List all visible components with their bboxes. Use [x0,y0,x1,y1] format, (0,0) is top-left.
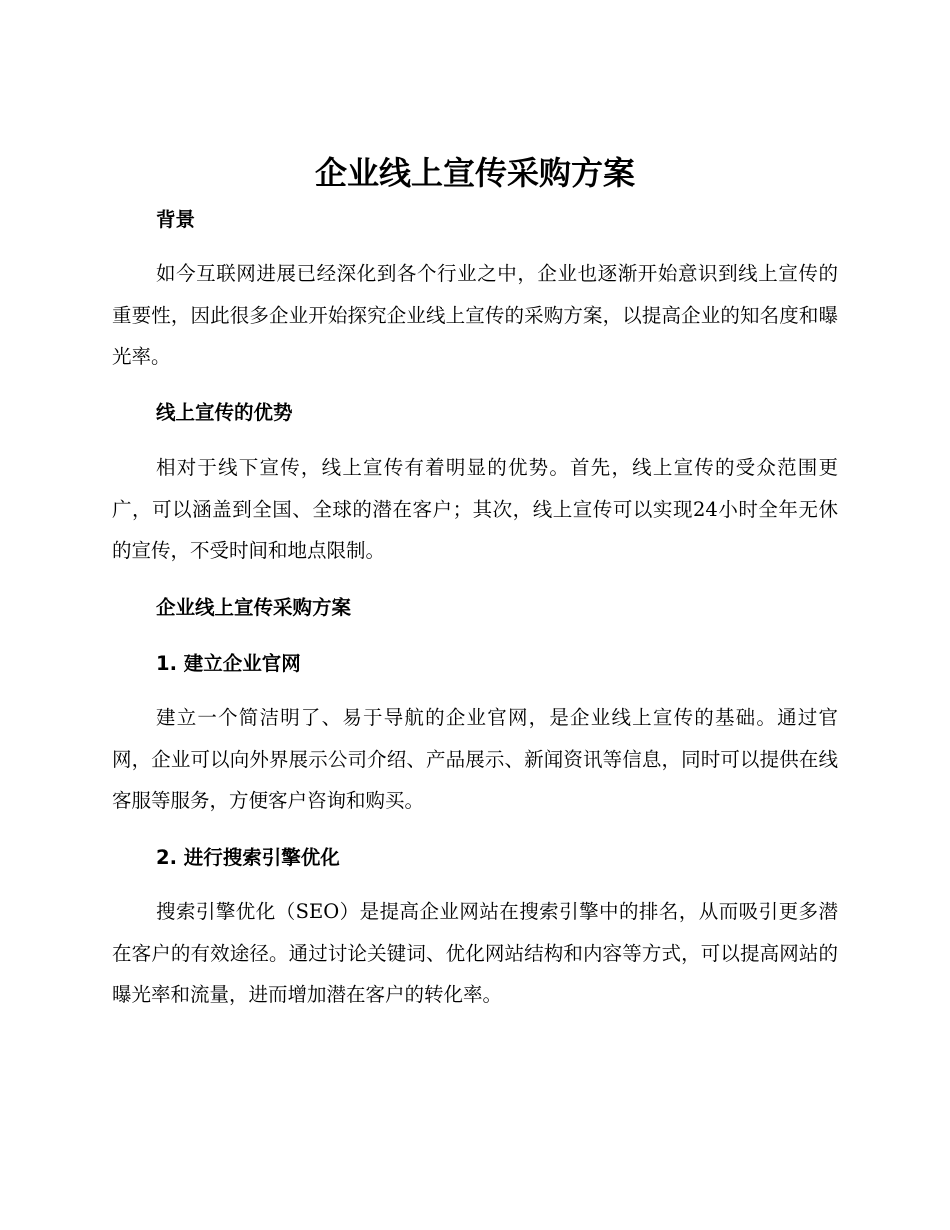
section-heading-background: 背景 [156,208,196,231]
section-paragraph-advantages: 相对于线下宣传，线上宣传有着明显的优势。首先，线上宣传的受众范围更广，可以涵盖到全国、全球的潜在客户；其次，线上宣传可以实现24小时全年无休的宣传，不受时间和地点限制。 [112,456,838,562]
section-heading-website: 1. 建立企业官网 [156,652,301,675]
section-heading-seo: 2. 进行搜索引擎优化 [156,846,340,869]
section-paragraph-background: 如今互联网进展已经深化到各个行业之中，企业也逐渐开始意识到线上宣传的重要性，因此很多企业开始探究企业线上宣传的采购方案，以提高企业的知名度和曝光率。 [112,262,838,368]
section-paragraph-seo: 搜索引擎优化（SEO）是提高企业网站在搜索引擎中的排名，从而吸引更多潜在客户的有效途径。通过讨论关键词、优化网站结构和内容等方式，可以提高网站的曝光率和流量，进而增加潜在客户的转化率。 [112,900,838,1006]
section-paragraph-website: 建立一个简洁明了、易于导航的企业官网，是企业线上宣传的基础。通过官网，企业可以向外界展示公司介绍、产品展示、新闻资讯等信息，同时可以提供在线客服等服务，方便客户咨询和购买。 [112,706,838,812]
section-heading-advantages: 线上宣传的优势 [156,401,293,424]
document-title: 企业线上宣传采购方案 [314,154,635,192]
section-heading-plan: 企业线上宣传采购方案 [156,596,352,619]
